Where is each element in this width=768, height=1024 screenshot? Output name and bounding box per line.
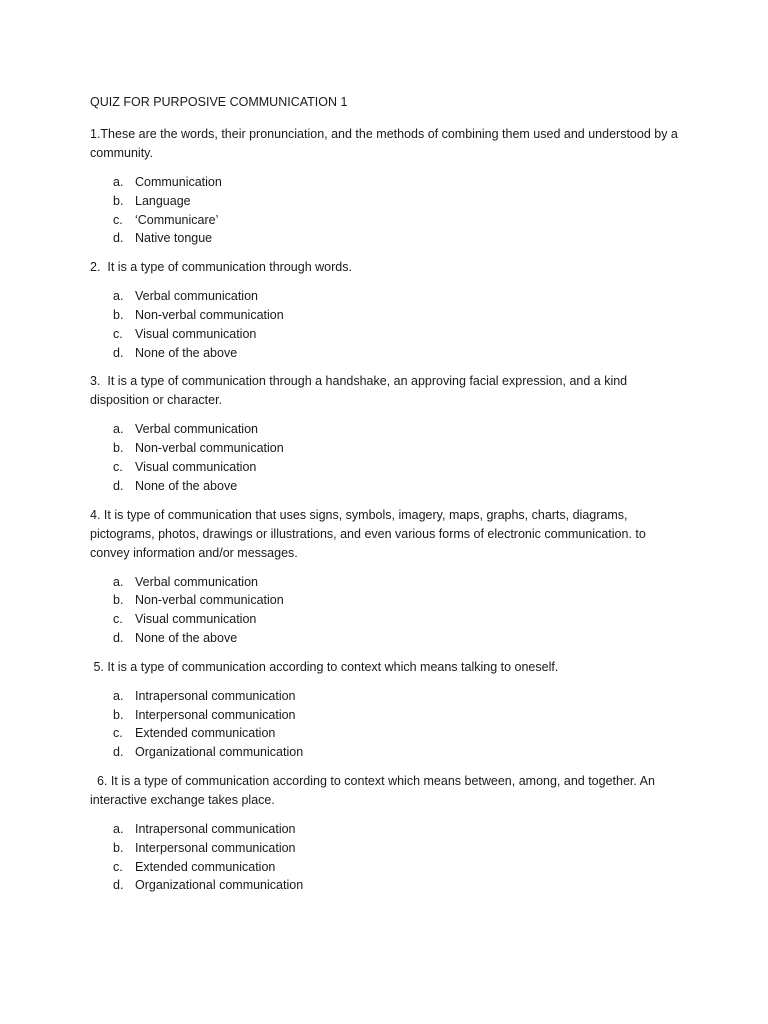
option-text: ‘Communicare’ xyxy=(135,212,219,227)
question-block-3 xyxy=(90,372,680,495)
option-item xyxy=(90,687,680,706)
question-text: 6. It is a type of communication according to context which means between, among, and together. An interactive exchange takes place. xyxy=(90,773,659,807)
option-letter: d. xyxy=(113,478,124,493)
option-letter: c. xyxy=(113,612,123,627)
question-block-2 xyxy=(90,258,680,362)
option-text: Interpersonal communication xyxy=(135,840,296,855)
option-text: None of the above xyxy=(135,478,238,493)
question-block-4 xyxy=(90,506,680,648)
option-item xyxy=(90,211,680,230)
option-letter: a. xyxy=(113,175,124,189)
option-item xyxy=(90,591,680,610)
options-list xyxy=(90,173,680,248)
option-text: Extended communication xyxy=(135,726,276,741)
option-item xyxy=(90,706,680,725)
option-item xyxy=(90,229,680,248)
option-text: Non-verbal communication xyxy=(135,441,284,456)
option-text: Verbal communication xyxy=(135,289,258,304)
option-letter: a. xyxy=(113,688,124,703)
question-text: 5. It is a type of communication according to context which means talking to oneself. xyxy=(90,659,559,674)
option-text: Non-verbal communication xyxy=(135,593,284,608)
option-letter: c. xyxy=(113,212,123,227)
option-text: None of the above xyxy=(135,345,238,360)
option-item xyxy=(90,839,680,858)
option-item xyxy=(90,306,680,325)
option-text: Language xyxy=(135,193,191,208)
options-list xyxy=(90,420,680,495)
option-letter: a. xyxy=(113,422,124,437)
option-text: Extended communication xyxy=(135,859,276,874)
option-text: Non-verbal communication xyxy=(135,307,284,322)
option-letter: a. xyxy=(113,574,124,589)
option-text: Visual communication xyxy=(135,326,257,341)
option-item xyxy=(90,325,680,344)
document-title: QUIZ FOR PURPOSIVE COMMUNICATION 1 xyxy=(90,95,348,109)
option-letter: d. xyxy=(113,231,124,246)
option-text: Native tongue xyxy=(135,231,213,246)
question-text: 1.These are the words, their pronunciation, and the methods of combining them used and understood by a community. xyxy=(90,127,682,160)
option-item xyxy=(90,287,680,306)
option-letter: b. xyxy=(113,593,124,608)
option-text: Visual communication xyxy=(135,459,257,474)
option-text: Verbal communication xyxy=(135,422,258,437)
option-text: Verbal communication xyxy=(135,574,258,589)
options-list xyxy=(90,820,680,895)
option-letter: d. xyxy=(113,745,124,760)
option-letter: d. xyxy=(113,878,124,893)
option-letter: b. xyxy=(113,707,124,722)
option-text: Interpersonal communication xyxy=(135,707,296,722)
option-item xyxy=(90,458,680,477)
question-text: 3. It is a type of communication through a handshake, an approving facial expression, and a kind disposition or character. xyxy=(90,374,631,408)
option-letter: a. xyxy=(113,289,124,304)
option-item xyxy=(90,724,680,743)
options-list xyxy=(90,687,680,762)
question-text: 2. It is a type of communication through words. xyxy=(90,260,352,275)
option-item xyxy=(90,876,680,895)
question-text: 4. It is type of communication that uses signs, symbols, imagery, maps, graphs, charts, diagrams, pictograms, photos, drawings or illustrations, and even various forms of electronic communication. to convey information and/or messages. xyxy=(90,507,650,560)
option-text: Communication xyxy=(135,175,222,189)
option-text: Intrapersonal communication xyxy=(135,821,296,836)
document-page xyxy=(90,93,680,905)
option-letter: b. xyxy=(113,441,124,456)
option-letter: d. xyxy=(113,630,124,645)
option-item xyxy=(90,420,680,439)
option-letter: b. xyxy=(113,840,124,855)
option-letter: b. xyxy=(113,193,124,208)
option-item xyxy=(90,743,680,762)
option-item xyxy=(90,573,680,592)
option-text: Intrapersonal communication xyxy=(135,688,296,703)
option-letter: a. xyxy=(113,821,124,836)
option-letter: c. xyxy=(113,326,123,341)
options-list xyxy=(90,573,680,648)
option-text: Organizational communication xyxy=(135,745,304,760)
option-item xyxy=(90,173,680,192)
option-text: None of the above xyxy=(135,630,238,645)
option-item xyxy=(90,820,680,839)
option-item xyxy=(90,629,680,648)
question-block-5 xyxy=(90,658,680,762)
option-text: Visual communication xyxy=(135,612,257,627)
question-block-1 xyxy=(90,125,680,248)
option-item xyxy=(90,610,680,629)
option-letter: b. xyxy=(113,307,124,322)
option-letter: c. xyxy=(113,859,123,874)
option-letter: d. xyxy=(113,345,124,360)
option-item xyxy=(90,192,680,211)
question-block-6 xyxy=(90,772,680,895)
option-text: Organizational communication xyxy=(135,878,304,893)
option-item xyxy=(90,477,680,496)
option-letter: c. xyxy=(113,726,123,741)
option-letter: c. xyxy=(113,459,123,474)
option-item xyxy=(90,344,680,363)
options-list xyxy=(90,287,680,362)
option-item xyxy=(90,858,680,877)
option-item xyxy=(90,439,680,458)
